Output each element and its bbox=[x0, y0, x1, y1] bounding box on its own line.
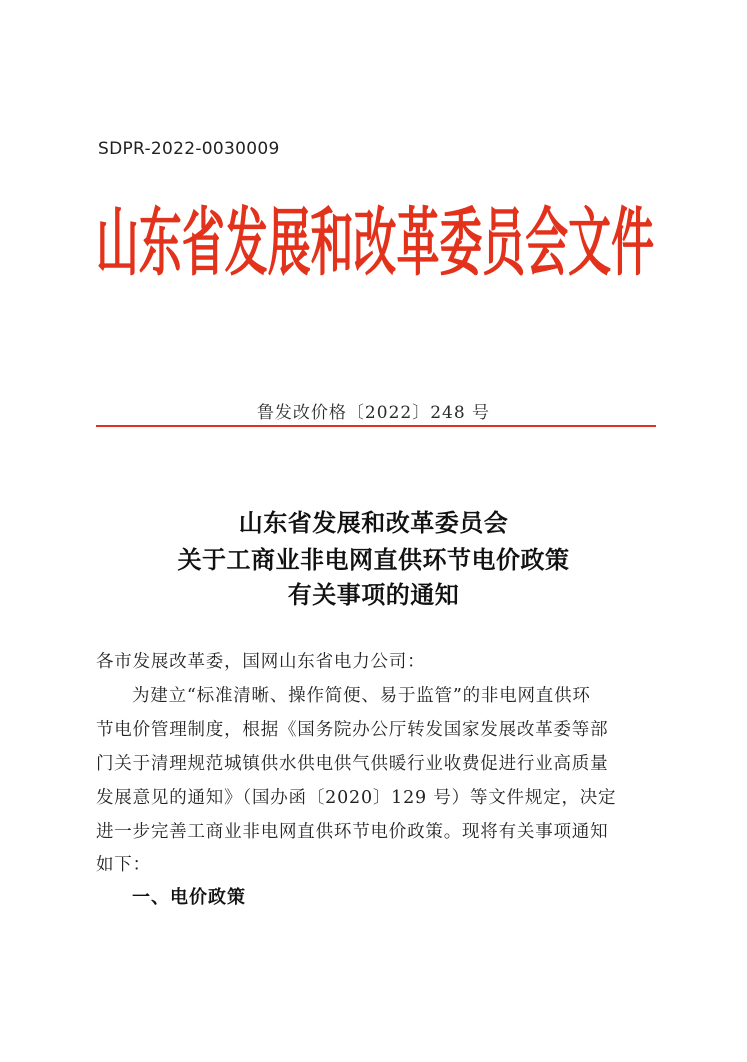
addressees: 各市发展改革委，国网山东省电力公司： bbox=[96, 652, 426, 672]
document-number: 鲁发改价格〔2022〕248 号 bbox=[256, 403, 491, 423]
section-heading: 一、电价政策 bbox=[132, 887, 246, 908]
body-line: 发展意见的通知》（国办函〔2020〕129 号）等文件规定，决定 bbox=[96, 788, 617, 808]
body-line: 节电价管理制度，根据《国务院办公厅转发国家发展改革委等部 bbox=[96, 720, 609, 740]
body-line: 如下： bbox=[96, 855, 151, 875]
body-line: 门关于清理规范城镇供水供电供气供暖行业收费促进行业高质量 bbox=[96, 754, 609, 774]
body-line: 进一步完善工商业非电网直供环节电价政策。现将有关事项通知 bbox=[96, 822, 609, 842]
title-line-3: 有关事项的通知 bbox=[287, 580, 460, 609]
header-banner-text: 山东省发展和改革委员会文件 bbox=[96, 200, 654, 284]
document-code: SDPR-2022-0030009 bbox=[98, 139, 280, 159]
red-divider bbox=[96, 425, 656, 427]
title-line-1: 山东省发展和改革委员会 bbox=[238, 508, 509, 537]
header-banner-svg bbox=[96, 192, 656, 284]
header-banner bbox=[96, 192, 656, 284]
title-line-2: 关于工商业非电网直供环节电价政策 bbox=[177, 545, 570, 574]
body-line: 为建立“标准清晰、操作简便、易于监管”的非电网直供环 bbox=[132, 686, 591, 706]
